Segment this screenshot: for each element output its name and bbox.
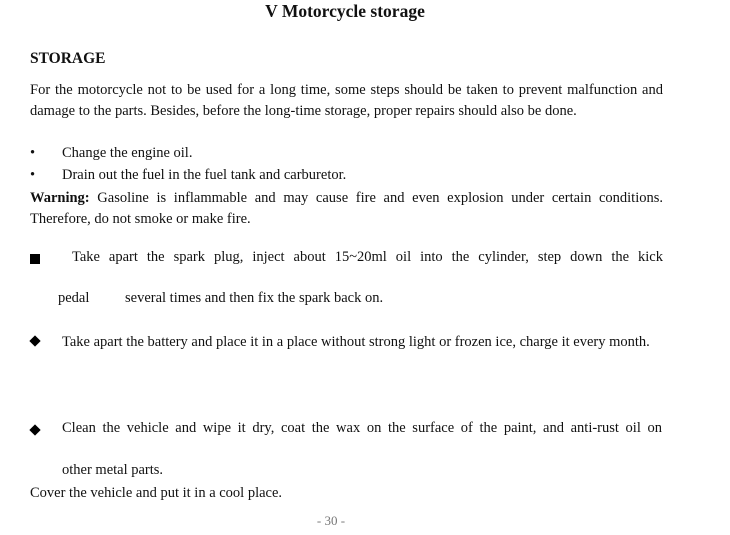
bullet-marker: • (30, 167, 36, 183)
spark-plug-line-2-start: pedal (58, 290, 90, 306)
clean-vehicle-line-1: Clean the vehicle and wipe it dry, coat the wax on the surface of the paint, and anti-rust oil on (62, 420, 662, 436)
diamond-bullet-icon (29, 424, 40, 435)
spark-plug-line-2-end: several times and then fix the spark back on. (125, 290, 384, 306)
cover-vehicle-text: Cover the vehicle and put it in a cool place. (30, 485, 283, 501)
warning-text: Gasoline is inflammable and may cause fire and even explosion under certain conditions. Therefore, do not smoke or make fire. (30, 190, 664, 227)
bullet-marker: • (30, 145, 36, 161)
battery-instruction: Take apart the battery and place it in a place without strong light or frozen ice, charge it every month. (62, 334, 650, 350)
square-bullet-icon (30, 254, 40, 264)
intro-paragraph: For the motorcycle not to be used for a long time, some steps should be taken to prevent malfunction and damage to the parts. Besides, before the long-time storage, proper repairs should also be done. (30, 82, 663, 119)
page-title: V Motorcycle storage (265, 1, 425, 21)
section-heading: STORAGE (30, 50, 106, 67)
spark-plug-line-1: Take apart the spark plug, inject about 15~20ml oil into the cylinder, step down the kick (72, 249, 663, 265)
clean-vehicle-line-2: other metal parts. (62, 462, 164, 478)
bullet-item-engine-oil: Change the engine oil. (62, 145, 193, 161)
bullet-item-drain-fuel: Drain out the fuel in the fuel tank and carburetor. (62, 167, 347, 183)
diamond-bullet-icon (29, 335, 40, 346)
warning-label: Warning: (30, 190, 90, 206)
warning-paragraph (30, 188, 663, 230)
page-number: - 30 - (316, 513, 346, 528)
